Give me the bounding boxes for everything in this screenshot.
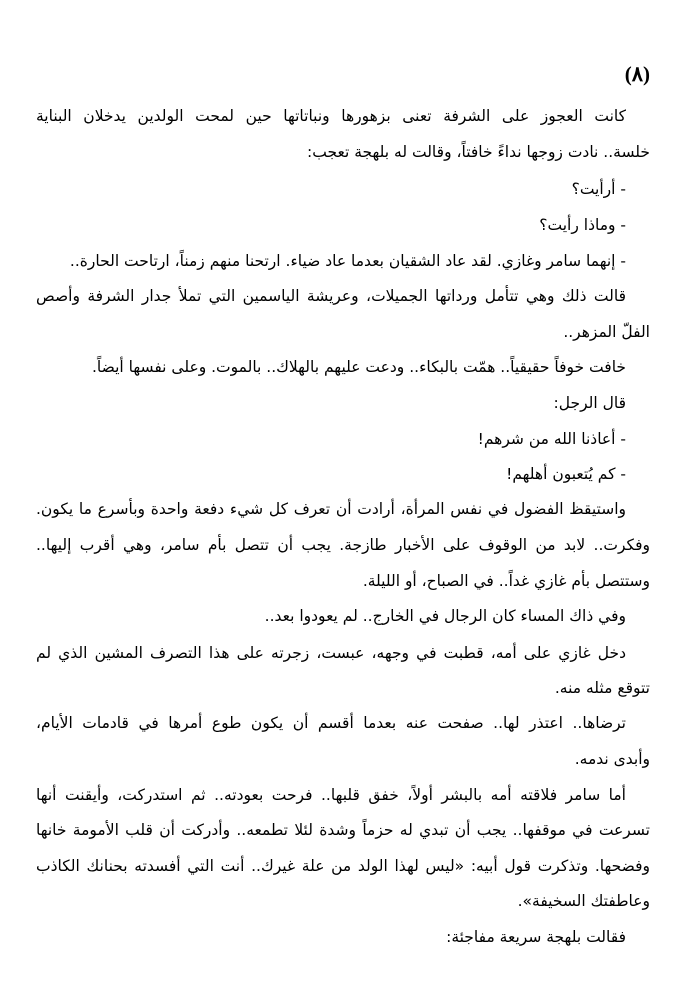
paragraph-line: فقالت بلهجة سريعة مفاجئة: [446,928,626,946]
paragraph-line: وفضحها. وتذكرت قول أبيه: «ليس لهذا الولد من علة غيرك.. أنت التي أفسدته بحنانك الكاذب [36,857,650,875]
paragraph-line: قالت ذلك وهي تتأمل ورداتها الجميلات، وعريشة الياسمين التي تملأ جدار الشرفة وأصص [36,287,626,305]
paragraph-line: وفكرت.. لابد من الوقوف على الأخبار طازجة. يجب أن تتصل بأم سامر، وهي أقرب إليها.. [36,536,650,554]
paragraph-line: واستيقظ الفضول في نفس المرأة، أرادت أن تعرف كل شيء دفعة واحدة وبأسرع ما يكون. [36,500,626,518]
paragraph-line: تسرعت في موقفها.. يجب أن تبدي له حزماً وشدة لئلا تطمعه.. وأدركت أن قلب الأمومة خانها [36,821,650,839]
page-number: (٨) [624,62,650,86]
paragraph-line: خافت خوفاً حقيقياً.. همّت بالبكاء.. ودعت عليهم بالهلاك.. بالموت. وعلى نفسها أيضاً. [91,358,626,376]
paragraph-line: قال الرجل: [553,394,626,412]
paragraph-line: تتوقع مثله منه. [554,679,650,697]
paragraph-line: وأبدى ندمه. [574,750,650,768]
dialogue-line: - إنهما سامر وغازي. لقد عاد الشقيان بعدما عاد ضياء. ارتحنا منهم زمناً، ارتاحت الحارة.. [69,252,626,270]
paragraph-line: دخل غازي على أمه، قطبت في وجهه، عبست، زجرته على هذا التصرف المشين الذي لم [36,644,626,662]
paragraph-line: كانت العجوز على الشرفة تعنى بزهورها ونباتاتها حين لمحت الولدين يدخلان البناية [36,107,626,125]
dialogue-line: - كم يُتعبون أهلهم! [506,465,626,483]
dialogue-line: - أرأيت؟ [571,180,626,198]
paragraph-line: الفلّ المزهر.. [563,323,650,341]
dialogue-line: - أعاذنا الله من شرهم! [477,430,626,448]
paragraph-line: وعاطفتك السخيفة». [517,892,650,910]
paragraph-line: ترضاها.. اعتذر لها.. صفحت عنه بعدما أقسم أن يكون طوع أمرها في قادمات الأيام، [36,714,626,732]
paragraph-line: وفي ذاك المساء كان الرجال في الخارج.. لم يعودوا بعد.. [264,607,626,625]
paragraph-line: خلسة.. نادت زوجها نداءً خافتاً، وقالت له بلهجة تعجب: [307,143,650,161]
dialogue-line: - وماذا رأيت؟ [539,216,626,234]
paragraph-line: أما سامر فلاقته أمه بالبشر أولاً، خفق قلبها.. فرحت بعودته.. ثم استدركت، وأيقنت أنها [36,786,626,804]
paragraph-line: وستتصل بأم غازي غداً.. في الصباح، أو الليلة. [362,572,650,590]
